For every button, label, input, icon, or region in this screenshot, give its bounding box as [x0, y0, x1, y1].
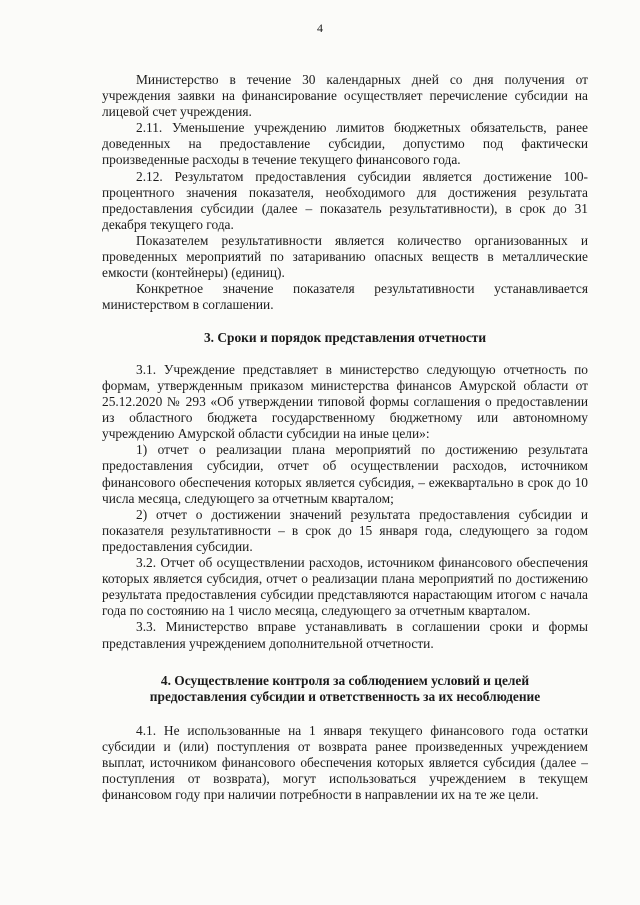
paragraph-transfer: Министерство в течение 30 календарных дней со дня получения от учреждения заявки на финансирование осуществляет перечисление субсидии на лицевой счет учреждения. [102, 72, 588, 120]
paragraph-2-11: 2.11. Уменьшение учреждению лимитов бюджетных обязательств, ранее доведенных на предоставление субсидии, допустимо под фактически произведенные расходы в течение текущего финансового года. [102, 120, 588, 168]
section-4-heading [102, 673, 588, 706]
document-body [102, 72, 588, 803]
paragraph-3-3: 3.3. Министерство вправе устанавливать в соглашении сроки и формы представления учреждением дополнительной отчетности. [102, 619, 588, 651]
paragraph-indicator-value: Конкретное значение показателя результативности устанавливается министерством в соглашении. [102, 281, 588, 313]
paragraph-2-12: 2.12. Результатом предоставления субсидии является достижение 100-процентного значения показателя, необходимого для достижения результата предоставления субсидии (далее – показатель результативности), в срок до 31 декабря текущего года. [102, 168, 588, 232]
section-3-heading: 3. Сроки и порядок представления отчетности [203, 330, 487, 346]
paragraph-indicator: Показателем результативности является количество организованных и проведенных мероприятий по затариванию опасных веществ в металлические емкости (контейнеры) (единиц). [102, 232, 588, 281]
paragraph-3-1-item-1: 1) отчет о реализации плана мероприятий по достижению результата предоставления субсидии, отчет об осуществлении расходов, источником финансового обеспечения которых является субсидия, – ежеквартально в срок до 10 числа месяца, следующего за отчетным кварталом; [102, 442, 588, 506]
paragraph-4-1: 4.1. Не использованные на 1 января текущего финансового года остатки субсидии и (или) поступления от возврата ранее произведенных учреждением выплат, источником финансового обеспечения которых является субсидия (далее – поступления от возврата), могут использоваться учреждением в текущем финансовом году при наличии потребности в направлении их на те же цели. [102, 722, 588, 802]
paragraph-3-1: 3.1. Учреждение представляет в министерство следующую отчетность по формам, утвержденным приказом министерства финансов Амурской области от 25.12.2020 № 293 «Об утверждении типовой формы соглашения о предоставлении из областного бюджета государственному бюджетному или автономному учреждению Амурской области субсидии на иные цели»: [102, 361, 588, 442]
paragraph-3-2: 3.2. Отчет об осуществлении расходов, источником финансового обеспечения которых является субсидия, отчет о реализации плана мероприятий по достижению результата предоставления субсидии представляются нарастающим итогом с начала года по состоянию на 1 число месяца, следующего за отчетным кварталом. [102, 555, 588, 619]
paragraph-3-1-item-2: 2) отчет о достижении значений результата предоставления субсидии и показателя результативности – в срок до 15 января года, следующего за годом предоставления субсидии. [102, 506, 588, 554]
section-4-heading-line-1: 4. Осуществление контроля за соблюдением условий и целей [160, 672, 530, 688]
section-4-heading-line-2: предоставления субсидии и ответственность за их несоблюдение [149, 689, 541, 705]
page-number: 4 [317, 21, 323, 35]
